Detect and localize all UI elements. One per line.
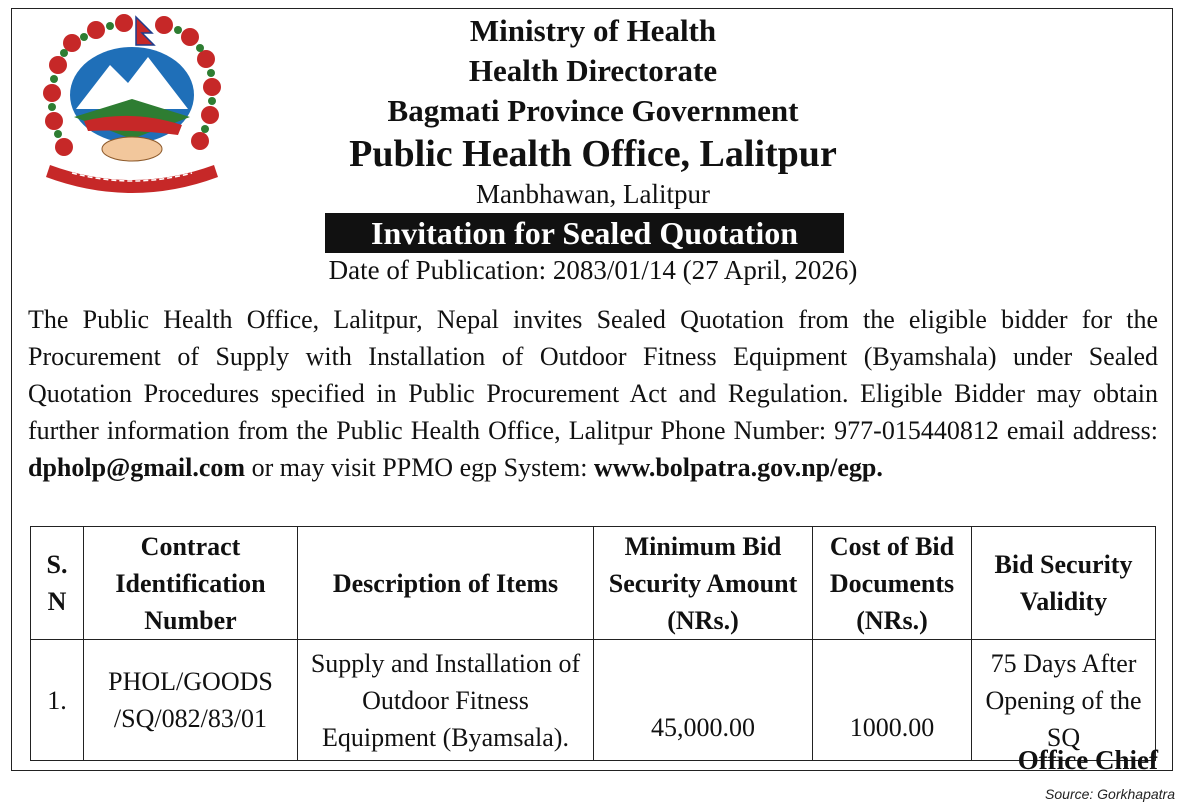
- province-name: Bagmati Province Government: [387, 93, 799, 128]
- table-header-row: [31, 527, 1156, 640]
- header-cost-docs: Cost of Bid Documents (NRs.): [813, 527, 972, 640]
- directorate-name: Health Directorate: [468, 53, 718, 88]
- header-contract-id: Contract Identification Number: [84, 527, 298, 640]
- notice-box: [11, 8, 1173, 775]
- cell-sn: 1.: [31, 640, 84, 761]
- signature-office-chief: Office Chief: [1017, 745, 1158, 775]
- office-address: Manbhawan, Lalitpur: [476, 179, 710, 209]
- notice-text-start: The Public Health Office, Lalitpur, Nepal invites Sealed Quotation from the eligible bidder for the Procurement of Supply with Installation of Outdoor Fitness Equipment (Byamshala) under Sealed Quotation Procedures specified in Public Procurement Act and Regulation. Eligible Bidder may obtain further information from the Public Health Office, Lalitpur Phone Number: 977-015440812 email address:: [28, 305, 1158, 445]
- notice-title-banner: Invitation for Sealed Quotation: [325, 213, 844, 253]
- cell-cost-docs: 1000.00: [813, 640, 972, 761]
- cell-contract-id: PHOL/GOODS /SQ/082/83/01: [84, 640, 298, 761]
- header-min-bid-security: Minimum Bid Security Amount (NRs.): [594, 527, 813, 640]
- header-validity: Bid Security Validity: [972, 527, 1156, 640]
- cell-validity: 75 Days After Opening of the SQ: [972, 640, 1156, 761]
- publication-date: Date of Publication: 2083/01/14 (27 April, 2026): [328, 255, 858, 285]
- bid-table: [30, 526, 1156, 761]
- cell-min-bid-security: 45,000.00: [594, 640, 813, 761]
- header-description: Description of Items: [298, 527, 594, 640]
- header: [12, 11, 1174, 287]
- header-sn: S. N: [31, 527, 84, 640]
- email-link[interactable]: dpholp@gmail.com: [28, 453, 246, 482]
- notice-text-mid: or may visit PPMO egp System:: [245, 453, 594, 482]
- cell-description: Supply and Installation of Outdoor Fitness Equipment (Byamsala).: [298, 640, 594, 761]
- website-link[interactable]: www.bolpatra.gov.np/egp.: [593, 453, 883, 482]
- table-row: [31, 640, 1156, 761]
- ministry-name: Ministry of Health: [469, 13, 717, 48]
- office-name: Public Health Office, Lalitpur: [349, 133, 837, 175]
- source-credit: Source: Gorkhapatra: [1045, 786, 1175, 802]
- notice-paragraph: [28, 301, 1158, 486]
